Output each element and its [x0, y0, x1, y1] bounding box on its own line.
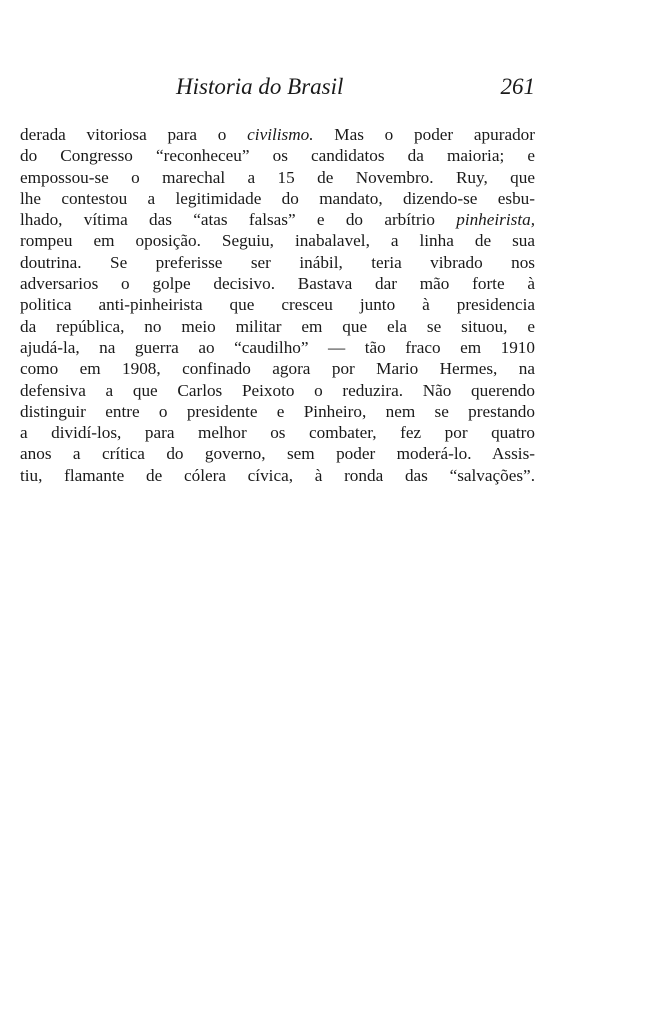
text-line: a dividí-los, para melhor os combater, fez por quatro — [20, 423, 535, 443]
text-line: politica anti-pinheirista que cresceu junto à presidencia — [20, 295, 535, 315]
running-title: Historia do Brasil — [176, 74, 344, 99]
text-line: tiu, flamante de cólera cívica, à ronda das “salvações”. — [20, 465, 535, 485]
body-text — [20, 124, 535, 486]
text-line: empossou-se o marechal a 15 de Novembro. Ruy, que — [20, 167, 535, 187]
text-line: adversarios o golpe decisivo. Bastava dar mão forte à — [20, 274, 535, 294]
text-line: defensiva a que Carlos Peixoto o reduzira. Não querendo — [20, 380, 535, 400]
text-line: doutrina. Se preferisse ser inábil, teria vibrado nos — [20, 252, 535, 272]
text-line: derada vitoriosa para o civilismo. Mas o poder apurador — [20, 125, 535, 144]
page-number: 261 — [500, 74, 535, 99]
text-line: da república, no meio militar em que ela se situou, e — [20, 316, 535, 336]
text-line: anos a crítica do governo, sem poder moderá-lo. Assis- — [20, 444, 535, 464]
running-head — [0, 70, 664, 104]
text-line: do Congresso “reconheceu” os candidatos da maioria; e — [20, 146, 535, 166]
text-line: como em 1908, confinado agora por Mario Hermes, na — [20, 359, 535, 379]
text-line: lhe contestou a legitimidade do mandato, dizendo-se esbu- — [20, 188, 535, 208]
emphasis-civilismo: civilismo. — [247, 125, 314, 144]
emphasis-pinheirista: pinheirista, — [456, 210, 535, 230]
text-line: distinguir entre o presidente e Pinheiro, nem se prestando — [20, 401, 535, 421]
text-line: rompeu em oposição. Seguiu, inabalavel, a linha de sua — [20, 231, 535, 251]
text-line: ajudá-la, na guerra ao “caudilho” — tão fraco em 1910 — [20, 337, 535, 357]
text-line: lhado, vítima das “atas falsas” e do arbítrio pinheirista, — [20, 210, 535, 230]
